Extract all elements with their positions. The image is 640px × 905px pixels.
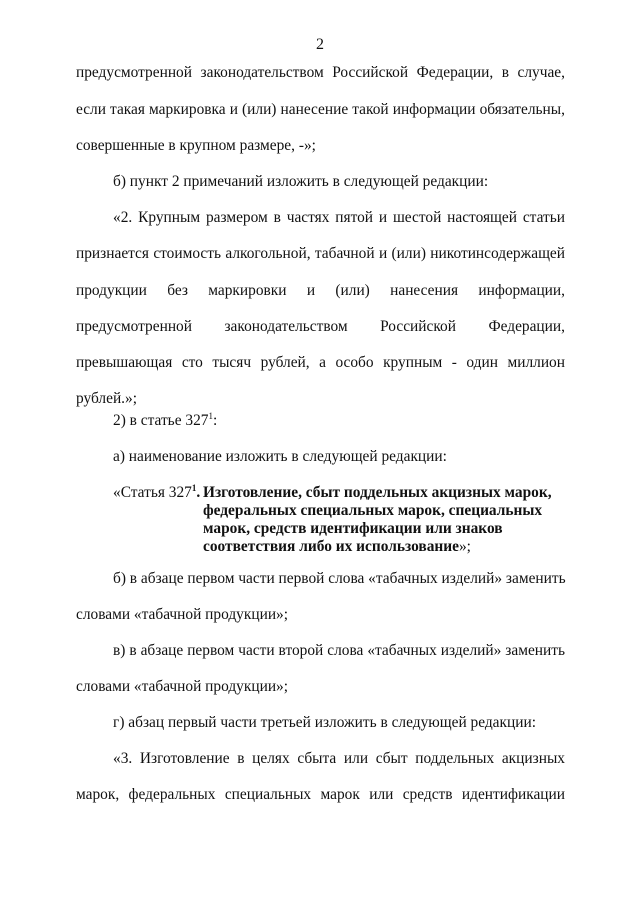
- text-line: б) в абзаце первом части первой слова «табачных изделий» заменить: [113, 570, 566, 587]
- superscript: 1: [208, 411, 213, 421]
- text-line: г) абзац первый части третьей изложить в следующей редакции:: [113, 714, 536, 731]
- text-line: превышающая сто тысяч рублей, а особо крупным - один миллион: [76, 354, 565, 371]
- text-line: предусмотренной законодательством Российской Федерации, в случае,: [76, 64, 565, 81]
- heading-close: »;: [458, 538, 471, 555]
- text-line: словами «табачной продукции»;: [76, 678, 289, 695]
- text-line: словами «табачной продукции»;: [76, 606, 289, 623]
- text-line: рублей.»;: [76, 390, 137, 407]
- text-line: б) пункт 2 примечаний изложить в следующей редакции:: [113, 173, 489, 190]
- heading-line-text: соответствия либо их использование: [203, 538, 459, 555]
- text-line: «2. Крупным размером в частях пятой и шестой настоящей статьи: [113, 209, 565, 226]
- text-line: в) в абзаце первом части второй слова «табачных изделий» заменить: [113, 642, 565, 659]
- superscript: 1: [191, 483, 197, 493]
- punctuation: .: [196, 484, 201, 501]
- text-line: предусмотренной законодательством Российской Федерации,: [76, 318, 565, 335]
- text-line: совершенные в крупном размере, -»;: [76, 137, 316, 154]
- text-line: если такая маркировка и (или) нанесение такой информации обязательны,: [76, 101, 565, 118]
- text-line: [113, 412, 565, 430]
- text-line: «3. Изготовление в целях сбыта или сбыт поддельных акцизных: [113, 750, 565, 767]
- heading-line: марок, средств идентификации или знаков: [203, 520, 503, 537]
- heading-line: [203, 538, 471, 556]
- punctuation: :: [212, 412, 218, 429]
- article-ref: 2) в статье 327: [113, 412, 209, 429]
- heading-line: федеральных специальных марок, специальных: [203, 502, 543, 519]
- article-heading-prefix: [113, 484, 200, 502]
- text-line: признается стоимость алкогольной, табачной и (или) никотинсодержащей: [76, 245, 565, 262]
- text-line: марок, федеральных специальных марок или средств идентификации: [76, 786, 565, 803]
- text-line: а) наименование изложить в следующей редакции:: [113, 448, 447, 465]
- article-title-label: «Статья 327: [113, 484, 192, 501]
- heading-line: Изготовление, сбыт поддельных акцизных марок,: [203, 484, 552, 501]
- text-line: продукции без маркировки и (или) нанесения информации,: [76, 282, 565, 299]
- page-number: 2: [316, 36, 324, 53]
